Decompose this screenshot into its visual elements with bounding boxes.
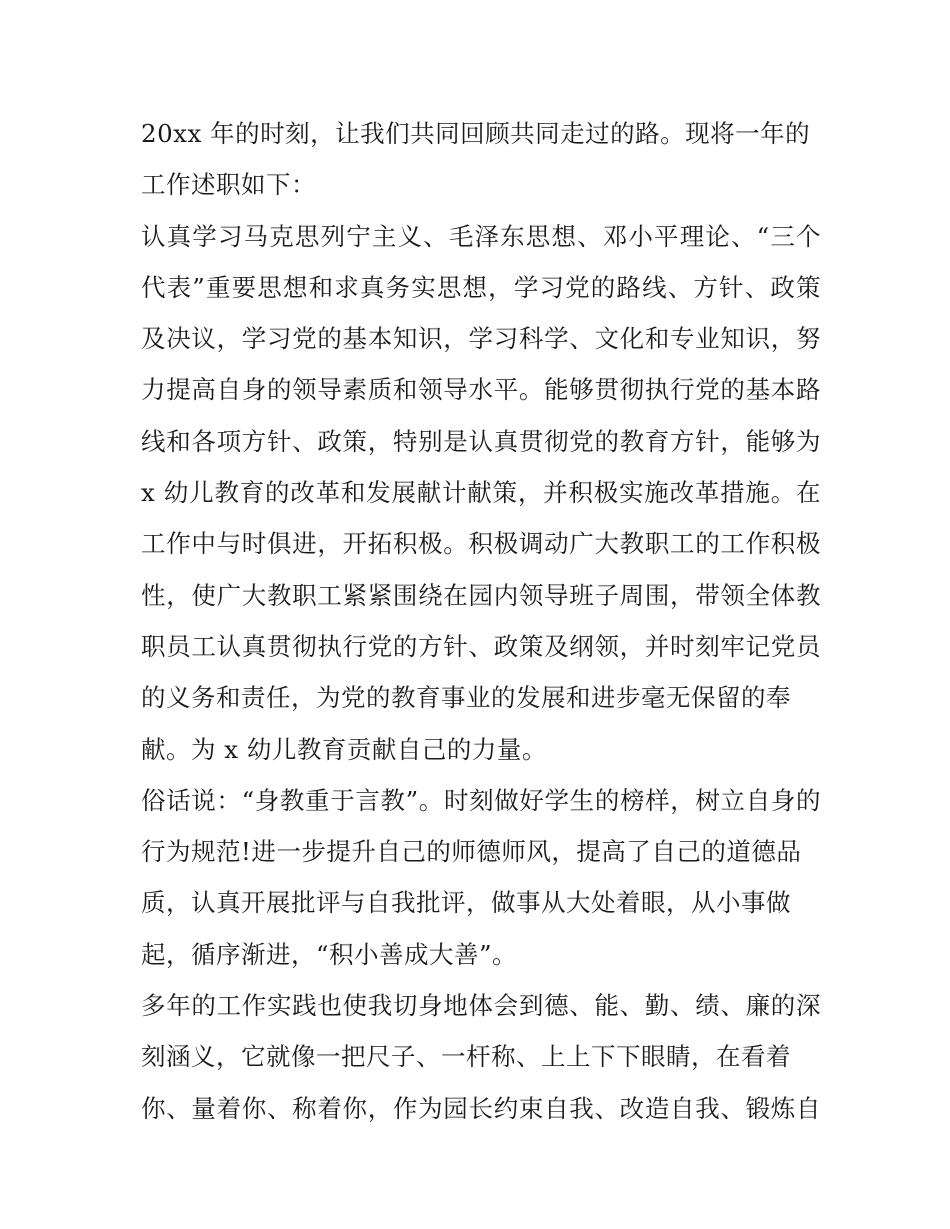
text-line: x 幼儿教育的改革和发展献计献策，并积极实施改革措施。在 <box>141 478 821 508</box>
text-line: 力提高自身的领导素质和领导水平。能够贯彻执行党的基本路 <box>141 375 821 405</box>
text-line: 及决议，学习党的基本知识，学习科学、文化和专业知识，努 <box>141 324 821 354</box>
text-line: 献。为 x 幼儿教育贡献自己的力量。 <box>141 734 547 764</box>
text-line: 俗话说：“身教重于言教”。时刻做好学生的榜样，树立自身的 <box>141 785 821 815</box>
text-line: 工作中与时俱进，开拓积极。积极调动广大教职工的工作积极 <box>141 529 821 559</box>
text-line: 起，循序渐进，“积小善成大善”。 <box>141 939 518 969</box>
document-body <box>141 108 821 1134</box>
text-line: 工作述职如下： <box>141 170 316 200</box>
text-line: 质，认真开展批评与自我批评，做事从大处着眼，从小事做 <box>141 888 791 918</box>
text-line: 认真学习马克思列宁主义、毛泽东思想、邓小平理论、“三个 <box>141 221 821 251</box>
text-line: 20xx 年的时刻，让我们共同回顾共同走过的路。现将一年的 <box>141 119 811 148</box>
text-line: 你、量着你、称着你，作为园长约束自我、改造自我、锻炼自 <box>141 1093 821 1123</box>
text-line: 多年的工作实践也使我切身地体会到德、能、勤、绩、廉的深 <box>141 991 821 1021</box>
text-line: 的义务和责任，为党的教育事业的发展和进步毫无保留的奉 <box>141 683 791 713</box>
text-line: 行为规范!进一步提升自己的师德师风，提高了自己的道德品 <box>141 837 802 867</box>
text-line: 线和各项方针、政策，特别是认真贯彻党的教育方针，能够为 <box>141 426 821 456</box>
text-line: 性，使广大教职工紧紧围绕在园内领导班子周围，带领全体教 <box>141 580 821 610</box>
text-line: 职员工认真贯彻执行党的方针、政策及纲领，并时刻牢记党员 <box>141 631 821 661</box>
text-line: 代表”重要思想和求真务实思想，学习党的路线、方针、政策 <box>141 272 821 302</box>
text-line: 刻涵义，它就像一把尺子、一杆称、上上下下眼睛，在看着 <box>141 1042 791 1072</box>
